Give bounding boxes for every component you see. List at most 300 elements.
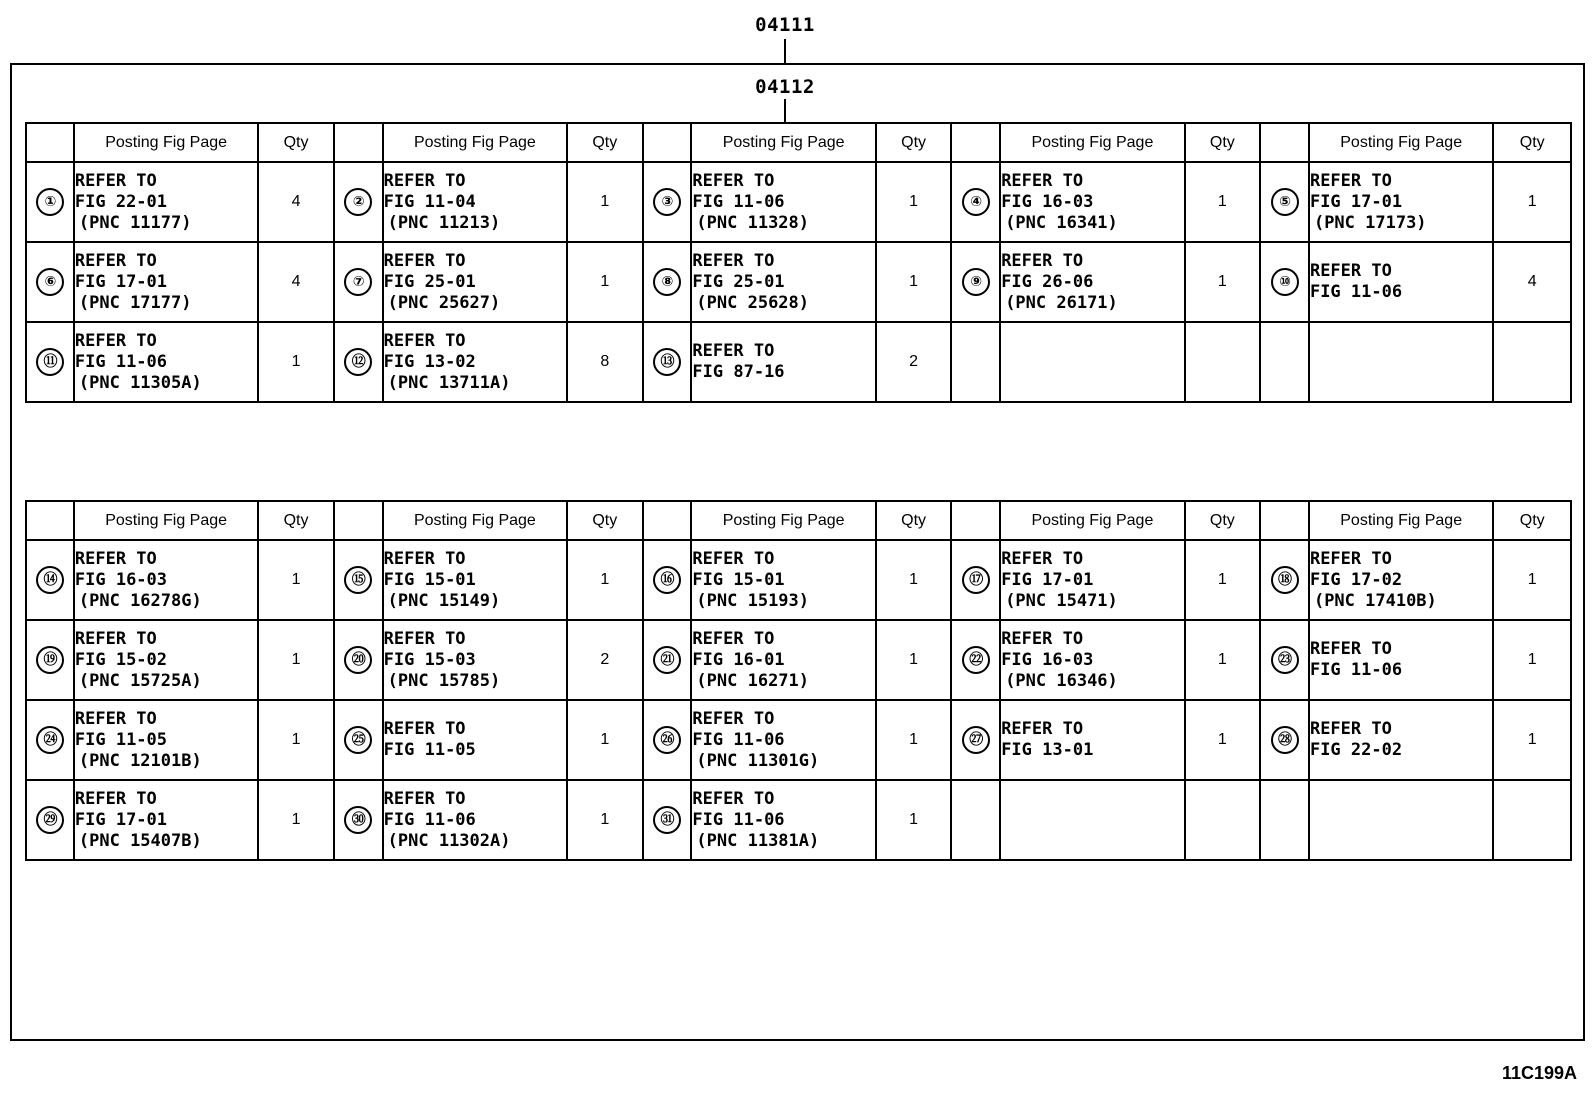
- fig-reference: FIG 15-01: [692, 569, 785, 590]
- item-number-cell: [1260, 322, 1309, 402]
- qty-value: 1: [291, 651, 301, 668]
- refer-to-text: REFER TO: [74, 628, 157, 649]
- refer-to-text: REFER TO: [1001, 250, 1084, 271]
- qty-cell: [258, 780, 333, 860]
- qty-cell: [567, 540, 642, 620]
- fig-reference: FIG 25-01: [692, 271, 785, 292]
- reference-cell: [1000, 780, 1184, 860]
- fig-reference: FIG 11-06: [692, 729, 785, 750]
- header-posting-fig-page: Posting Fig Page: [383, 501, 567, 540]
- item-number-circle: ㉛: [653, 806, 681, 834]
- refer-to-text: REFER TO: [383, 330, 466, 351]
- item-number-cell: [643, 540, 692, 620]
- item-number-cell: [951, 780, 1000, 860]
- item-number-cell: [643, 322, 692, 402]
- refer-to-text: REFER TO: [383, 788, 466, 809]
- header-qty: Qty: [567, 501, 642, 540]
- refer-to-text: REFER TO: [383, 628, 466, 649]
- item-number-circle: ⑳: [344, 646, 372, 674]
- header-qty: Qty: [876, 501, 951, 540]
- qty-cell: [1185, 540, 1260, 620]
- header-posting-fig-page: Posting Fig Page: [1309, 501, 1493, 540]
- table-row: [26, 700, 1571, 780]
- item-number-cell: [26, 540, 74, 620]
- qty-value: 1: [909, 571, 919, 588]
- item-number-cell: [643, 620, 692, 700]
- header-qty: Qty: [258, 501, 333, 540]
- qty-value: 1: [600, 731, 610, 748]
- pnc-reference: (PNC 13711A): [387, 372, 511, 393]
- refer-to-text: REFER TO: [1309, 261, 1392, 281]
- item-number-circle: ⑰: [962, 566, 990, 594]
- reference-cell: [691, 780, 875, 860]
- refer-to-text: REFER TO: [1309, 719, 1392, 739]
- qty-cell: [258, 540, 333, 620]
- header-blank: [951, 123, 1000, 162]
- item-number-cell: [643, 700, 692, 780]
- fig-reference: FIG 11-06: [74, 351, 168, 372]
- refer-to-text: REFER TO: [692, 170, 775, 191]
- item-number-circle: ⑮: [344, 566, 372, 594]
- item-number-circle: ㉕: [344, 726, 372, 754]
- reference-cell: [1000, 162, 1184, 242]
- fig-reference: FIG 17-01: [1309, 191, 1403, 212]
- qty-value: 1: [291, 353, 301, 370]
- reference-cell: [383, 620, 567, 700]
- qty-cell: [876, 162, 951, 242]
- refer-to-text: REFER TO: [1001, 719, 1084, 739]
- pnc-reference: (PNC 16271): [696, 670, 810, 691]
- item-number-cell: [334, 322, 383, 402]
- fig-reference: FIG 22-01: [74, 191, 168, 212]
- fig-reference: FIG 11-06: [383, 809, 476, 830]
- reference-table-2: [25, 500, 1572, 861]
- qty-cell: [1493, 540, 1571, 620]
- item-number-circle: ②: [344, 188, 372, 216]
- qty-value: 4: [291, 273, 301, 290]
- header-posting-fig-page: Posting Fig Page: [383, 123, 567, 162]
- pnc-reference: (PNC 16346): [1005, 670, 1118, 691]
- item-number-cell: [26, 242, 74, 322]
- pnc-reference: (PNC 11305A): [78, 372, 202, 393]
- reference-cell: [691, 620, 875, 700]
- item-number-cell: [26, 780, 74, 860]
- header-row: [26, 501, 1571, 540]
- item-number-cell: [643, 162, 692, 242]
- item-number-cell: [334, 162, 383, 242]
- reference-cell: [74, 162, 258, 242]
- refer-to-text: REFER TO: [1001, 170, 1084, 191]
- header-blank: [334, 123, 383, 162]
- reference-cell: [74, 700, 258, 780]
- qty-value: 1: [1217, 731, 1227, 748]
- qty-value: 2: [909, 353, 919, 370]
- header-blank: [643, 123, 692, 162]
- reference-cell: [1309, 162, 1493, 242]
- qty-value: 1: [1217, 651, 1227, 668]
- item-number-circle: ㉖: [653, 726, 681, 754]
- qty-value: 1: [600, 273, 610, 290]
- refer-to-text: REFER TO: [74, 250, 157, 271]
- refer-to-text: REFER TO: [383, 719, 466, 739]
- refer-to-text: REFER TO: [74, 330, 157, 351]
- item-number-cell: [643, 780, 692, 860]
- qty-cell: [1493, 162, 1571, 242]
- fig-reference: FIG 15-01: [383, 569, 476, 590]
- item-number-cell: [1260, 162, 1309, 242]
- reference-cell: [74, 780, 258, 860]
- item-number-cell: [334, 540, 383, 620]
- qty-cell: [567, 242, 642, 322]
- qty-value: 1: [1527, 651, 1537, 668]
- qty-cell: [567, 162, 642, 242]
- header-qty: Qty: [258, 123, 333, 162]
- qty-cell: [1493, 322, 1571, 402]
- callout-leader-04112: [784, 99, 786, 123]
- fig-reference: FIG 26-06: [1001, 271, 1094, 292]
- item-number-cell: [334, 242, 383, 322]
- qty-value: 1: [909, 193, 919, 210]
- refer-to-text: REFER TO: [74, 708, 157, 729]
- item-number-cell: [643, 242, 692, 322]
- refer-to-text: REFER TO: [383, 548, 466, 569]
- reference-cell: [1000, 620, 1184, 700]
- item-number-circle: ③: [653, 188, 681, 216]
- fig-reference: FIG 11-06: [1309, 660, 1403, 680]
- fig-reference: FIG 11-06: [692, 809, 785, 830]
- item-number-cell: [26, 620, 74, 700]
- pnc-reference: (PNC 15785): [387, 670, 501, 691]
- reference-cell: [383, 322, 567, 402]
- qty-cell: [258, 620, 333, 700]
- qty-cell: [876, 780, 951, 860]
- qty-value: 1: [1527, 571, 1537, 588]
- refer-to-text: REFER TO: [692, 341, 775, 361]
- pnc-reference: (PNC 15407B): [78, 830, 202, 851]
- item-number-circle: ⑩: [1271, 268, 1299, 296]
- pnc-reference: (PNC 25628): [696, 292, 810, 313]
- reference-cell: [74, 540, 258, 620]
- qty-cell: [567, 620, 642, 700]
- qty-value: 1: [1217, 193, 1227, 210]
- refer-to-text: REFER TO: [74, 170, 157, 191]
- table-row: [26, 620, 1571, 700]
- qty-value: 1: [909, 273, 919, 290]
- pnc-reference: (PNC 26171): [1005, 292, 1118, 313]
- fig-reference: FIG 15-03: [383, 649, 476, 670]
- pnc-reference: (PNC 16278G): [78, 590, 202, 611]
- item-number-cell: [26, 162, 74, 242]
- reference-cell: [383, 700, 567, 780]
- item-number-circle: ⑪: [36, 348, 64, 376]
- qty-value: 1: [1217, 273, 1227, 290]
- refer-to-text: REFER TO: [1309, 639, 1392, 659]
- reference-table-1: [25, 122, 1572, 403]
- pnc-reference: (PNC 15725A): [78, 670, 202, 691]
- reference-cell: [383, 540, 567, 620]
- qty-cell: [1493, 242, 1571, 322]
- header-blank: [26, 123, 74, 162]
- item-number-circle: ⑤: [1271, 188, 1299, 216]
- table-row: [26, 242, 1571, 322]
- reference-cell: [691, 540, 875, 620]
- qty-value: 1: [291, 731, 301, 748]
- qty-value: 1: [909, 731, 919, 748]
- item-number-cell: [26, 700, 74, 780]
- item-number-circle: ㉙: [36, 806, 64, 834]
- header-qty: Qty: [876, 123, 951, 162]
- qty-cell: [876, 700, 951, 780]
- item-number-cell: [951, 242, 1000, 322]
- item-number-circle: ㉑: [653, 646, 681, 674]
- item-number-circle: ⑲: [36, 646, 64, 674]
- fig-reference: FIG 87-16: [692, 362, 785, 382]
- reference-cell: [691, 162, 875, 242]
- fig-reference: FIG 17-02: [1309, 569, 1403, 590]
- item-number-cell: [334, 700, 383, 780]
- item-number-cell: [951, 700, 1000, 780]
- item-number-cell: [1260, 780, 1309, 860]
- item-number-cell: [26, 322, 74, 402]
- reference-cell: [383, 780, 567, 860]
- reference-cell: [1309, 242, 1493, 322]
- reference-cell: [74, 322, 258, 402]
- header-posting-fig-page: Posting Fig Page: [74, 501, 258, 540]
- item-number-circle: ⑭: [36, 566, 64, 594]
- reference-cell: [74, 242, 258, 322]
- pnc-reference: (PNC 15471): [1005, 590, 1118, 611]
- reference-cell: [383, 242, 567, 322]
- fig-reference: FIG 22-02: [1309, 740, 1403, 760]
- qty-cell: [1185, 162, 1260, 242]
- item-number-cell: [1260, 620, 1309, 700]
- fig-reference: FIG 17-01: [74, 271, 168, 292]
- refer-to-text: REFER TO: [692, 788, 775, 809]
- refer-to-text: REFER TO: [1001, 548, 1084, 569]
- qty-cell: [258, 322, 333, 402]
- reference-cell: [1000, 700, 1184, 780]
- item-number-circle: ㉒: [962, 646, 990, 674]
- fig-reference: FIG 15-02: [74, 649, 168, 670]
- item-number-cell: [334, 620, 383, 700]
- qty-cell: [1185, 780, 1260, 860]
- pnc-reference: (PNC 15149): [387, 590, 501, 611]
- reference-cell: [1309, 322, 1493, 402]
- reference-cell: [1309, 620, 1493, 700]
- qty-cell: [258, 162, 333, 242]
- pnc-reference: (PNC 17177): [78, 292, 192, 313]
- qty-value: 1: [600, 571, 610, 588]
- reference-cell: [691, 700, 875, 780]
- callout-leader-04111: [784, 39, 786, 63]
- callout-04112: 04112: [755, 76, 815, 98]
- item-number-circle: ㉓: [1271, 646, 1299, 674]
- item-number-cell: [1260, 242, 1309, 322]
- item-number-circle: ⑨: [962, 268, 990, 296]
- fig-reference: FIG 11-06: [692, 191, 785, 212]
- item-number-circle: ㉔: [36, 726, 64, 754]
- qty-value: 1: [600, 193, 610, 210]
- item-number-circle: ⑱: [1271, 566, 1299, 594]
- refer-to-text: REFER TO: [692, 250, 775, 271]
- pnc-reference: (PNC 12101B): [78, 750, 202, 771]
- reference-cell: [1000, 242, 1184, 322]
- refer-to-text: REFER TO: [692, 708, 775, 729]
- qty-cell: [1185, 700, 1260, 780]
- item-number-circle: ⑯: [653, 566, 681, 594]
- pnc-reference: (PNC 15193): [696, 590, 810, 611]
- header-posting-fig-page: Posting Fig Page: [691, 501, 875, 540]
- qty-cell: [1493, 780, 1571, 860]
- table-row: [26, 780, 1571, 860]
- header-blank: [1260, 123, 1309, 162]
- qty-cell: [1185, 620, 1260, 700]
- item-number-circle: ⑫: [344, 348, 372, 376]
- qty-value: 8: [600, 353, 610, 370]
- fig-reference: FIG 17-01: [1001, 569, 1094, 590]
- qty-cell: [258, 700, 333, 780]
- qty-value: 1: [291, 571, 301, 588]
- reference-cell: [1000, 322, 1184, 402]
- header-row: [26, 123, 1571, 162]
- header-qty: Qty: [1185, 123, 1260, 162]
- header-blank: [951, 501, 1000, 540]
- fig-reference: FIG 16-03: [1001, 191, 1094, 212]
- item-number-cell: [951, 620, 1000, 700]
- fig-reference: FIG 16-03: [1001, 649, 1094, 670]
- reference-cell: [1000, 540, 1184, 620]
- refer-to-text: REFER TO: [383, 170, 466, 191]
- pnc-reference: (PNC 16341): [1005, 212, 1118, 233]
- header-qty: Qty: [1185, 501, 1260, 540]
- pnc-reference: (PNC 17173): [1313, 212, 1427, 233]
- item-number-circle: ㉘: [1271, 726, 1299, 754]
- item-number-circle: ㉚: [344, 806, 372, 834]
- fig-reference: FIG 11-05: [74, 729, 168, 750]
- qty-cell: [1185, 322, 1260, 402]
- header-posting-fig-page: Posting Fig Page: [1000, 501, 1184, 540]
- qty-cell: [1185, 242, 1260, 322]
- item-number-cell: [1260, 700, 1309, 780]
- fig-reference: FIG 16-03: [74, 569, 168, 590]
- refer-to-text: REFER TO: [74, 548, 157, 569]
- reference-cell: [691, 242, 875, 322]
- qty-value: 4: [291, 193, 301, 210]
- item-number-cell: [951, 322, 1000, 402]
- item-number-cell: [951, 162, 1000, 242]
- header-blank: [1260, 501, 1309, 540]
- qty-cell: [1493, 620, 1571, 700]
- qty-value: 1: [1217, 571, 1227, 588]
- fig-reference: FIG 11-04: [383, 191, 476, 212]
- refer-to-text: REFER TO: [1001, 628, 1084, 649]
- header-blank: [334, 501, 383, 540]
- table-row: [26, 162, 1571, 242]
- refer-to-text: REFER TO: [692, 548, 775, 569]
- fig-reference: FIG 17-01: [74, 809, 168, 830]
- qty-value: 1: [1527, 193, 1537, 210]
- refer-to-text: REFER TO: [74, 788, 157, 809]
- qty-value: 1: [291, 811, 301, 828]
- qty-cell: [258, 242, 333, 322]
- reference-cell: [383, 162, 567, 242]
- item-number-cell: [334, 780, 383, 860]
- header-posting-fig-page: Posting Fig Page: [1309, 123, 1493, 162]
- header-qty: Qty: [567, 123, 642, 162]
- qty-cell: [876, 540, 951, 620]
- item-number-cell: [951, 540, 1000, 620]
- reference-cell: [691, 322, 875, 402]
- figure-id: 11C199A: [1501, 1063, 1577, 1083]
- refer-to-text: REFER TO: [1309, 170, 1392, 191]
- refer-to-text: REFER TO: [383, 250, 466, 271]
- qty-value: 1: [909, 811, 919, 828]
- refer-to-text: REFER TO: [1309, 548, 1392, 569]
- fig-reference: FIG 13-01: [1001, 740, 1094, 760]
- header-qty: Qty: [1493, 123, 1571, 162]
- fig-reference: FIG 11-05: [383, 740, 476, 760]
- item-number-circle: ⑥: [36, 268, 64, 296]
- item-number-circle: ⑧: [653, 268, 681, 296]
- header-posting-fig-page: Posting Fig Page: [691, 123, 875, 162]
- qty-value: 4: [1527, 273, 1537, 290]
- pnc-reference: (PNC 17410B): [1313, 590, 1437, 611]
- qty-value: 1: [600, 811, 610, 828]
- reference-cell: [1309, 700, 1493, 780]
- fig-reference: FIG 25-01: [383, 271, 476, 292]
- table-row: [26, 540, 1571, 620]
- pnc-reference: (PNC 11177): [78, 212, 192, 233]
- header-posting-fig-page: Posting Fig Page: [1000, 123, 1184, 162]
- header-posting-fig-page: Posting Fig Page: [74, 123, 258, 162]
- header-qty: Qty: [1493, 501, 1571, 540]
- item-number-cell: [1260, 540, 1309, 620]
- qty-cell: [567, 322, 642, 402]
- item-number-circle: ㉗: [962, 726, 990, 754]
- fig-reference: FIG 11-06: [1309, 282, 1403, 302]
- refer-to-text: REFER TO: [692, 628, 775, 649]
- item-number-circle: ①: [36, 188, 64, 216]
- reference-cell: [1309, 540, 1493, 620]
- callout-04111: 04111: [755, 14, 815, 36]
- pnc-reference: (PNC 11213): [387, 212, 501, 233]
- qty-cell: [876, 620, 951, 700]
- pnc-reference: (PNC 11301G): [696, 750, 820, 771]
- header-blank: [26, 501, 74, 540]
- qty-value: 2: [600, 651, 610, 668]
- pnc-reference: (PNC 25627): [387, 292, 501, 313]
- qty-value: 1: [1527, 731, 1537, 748]
- item-number-circle: ④: [962, 188, 990, 216]
- qty-value: 1: [909, 651, 919, 668]
- reference-cell: [74, 620, 258, 700]
- pnc-reference: (PNC 11302A): [387, 830, 511, 851]
- table-row: [26, 322, 1571, 402]
- fig-reference: FIG 13-02: [383, 351, 476, 372]
- item-number-circle: ⑬: [653, 348, 681, 376]
- qty-cell: [567, 780, 642, 860]
- pnc-reference: (PNC 11381A): [696, 830, 820, 851]
- pnc-reference: (PNC 11328): [696, 212, 810, 233]
- qty-cell: [1493, 700, 1571, 780]
- item-number-circle: ⑦: [344, 268, 372, 296]
- reference-cell: [1309, 780, 1493, 860]
- qty-cell: [567, 700, 642, 780]
- qty-cell: [876, 322, 951, 402]
- qty-cell: [876, 242, 951, 322]
- header-blank: [643, 501, 692, 540]
- fig-reference: FIG 16-01: [692, 649, 785, 670]
